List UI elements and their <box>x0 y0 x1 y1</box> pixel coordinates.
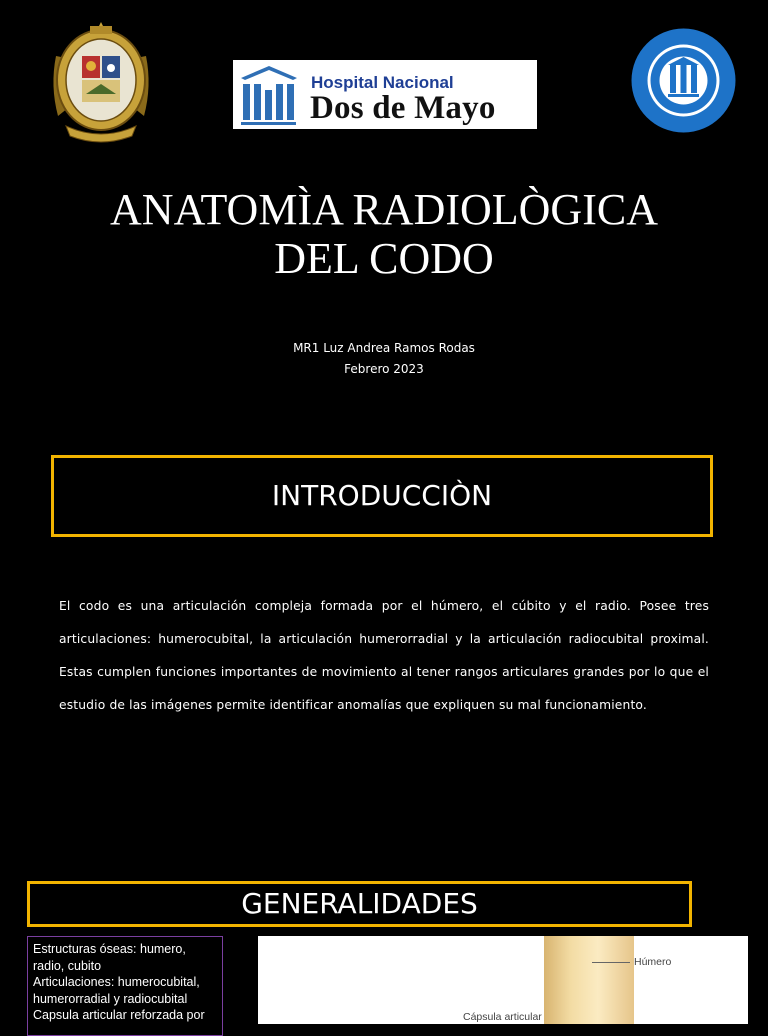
summary-line: radio, cubito <box>33 958 102 973</box>
humero-label: Húmero <box>634 956 672 968</box>
summary-line: Capsula articular reforzada por <box>33 1008 205 1022</box>
summary-line: Estructuras óseas: humero, <box>33 942 186 956</box>
hospital-name-line2: Dos de Mayo <box>310 90 496 126</box>
department-imaging-logo <box>630 27 737 134</box>
summary-line: Articulaciones: humerocubital, <box>33 975 200 989</box>
slide-title-line2: DEL CODO <box>274 234 494 283</box>
humerus-illustration <box>544 936 634 1024</box>
humero-leader-line <box>592 962 630 963</box>
university-seal-logo <box>46 16 156 144</box>
presentation-date: Febrero 2023 <box>344 362 424 376</box>
summary-line: humerorradial y radiocubital <box>33 991 188 1006</box>
introduction-heading: INTRODUCCIÒN <box>271 479 493 512</box>
hospital-name-line1: Hospital Nacional <box>311 73 454 92</box>
introduction-paragraph: El codo es una articulación compleja formada por el húmero, el cúbito y el radio. Posee tres articulaciones: humerocubital, la articulación humerorradial y la articulación radiocubital proximal. Estas cumplen funciones importantes de movimiento al tener rangos articulares grandes por lo que el estudio de las imágenes permite identificar anomalías que expliquen su mal funcionamiento. <box>59 599 709 712</box>
capsula-label: Cápsula articular <box>463 1011 542 1023</box>
generalidades-summary-box <box>27 936 223 1036</box>
generalidades-heading: GENERALIDADES <box>241 887 478 920</box>
slide-title-line1: ANATOMÌA RADIOLÒGICA <box>110 185 658 234</box>
author-name: MR1 Luz Andrea Ramos Rodas <box>293 341 475 355</box>
elbow-anatomy-figure <box>258 936 748 1024</box>
hospital-building-icon <box>233 60 303 129</box>
